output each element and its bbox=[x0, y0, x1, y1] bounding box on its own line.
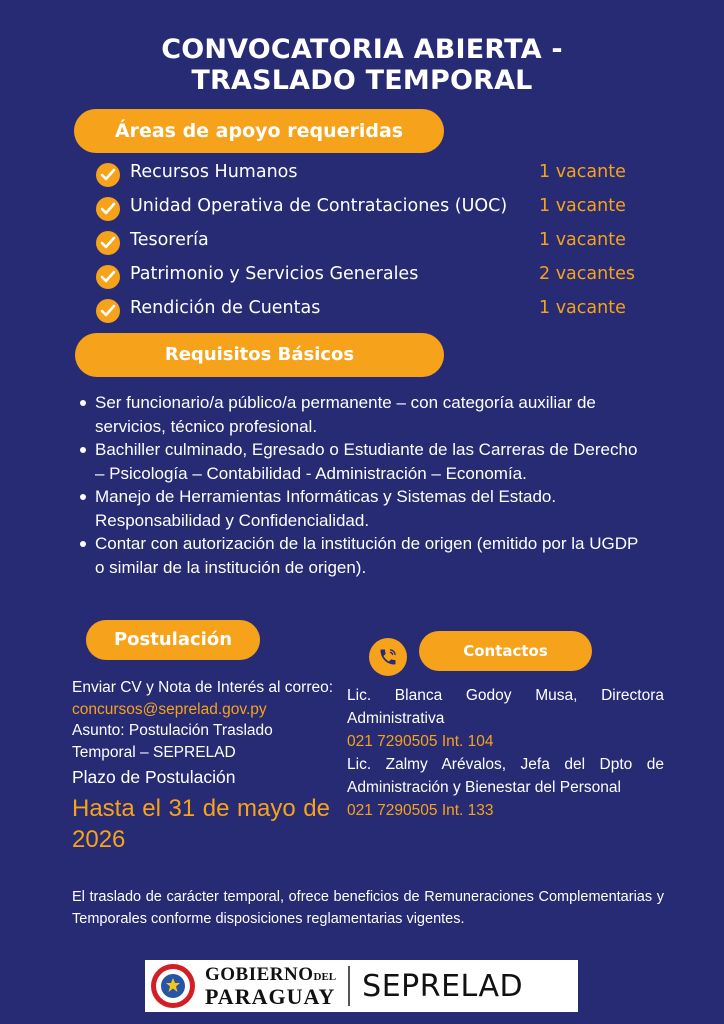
national-seal-icon bbox=[151, 964, 195, 1008]
application-heading: Postulación bbox=[86, 620, 260, 660]
phone-icon bbox=[369, 638, 407, 676]
requirement-text: Manejo de Herramientas Informáticas y Sistemas del Estado. Responsabilidad y Confidencialidad. bbox=[95, 487, 557, 530]
area-name: Patrimonio y Servicios Generales bbox=[130, 264, 419, 284]
contact-2-role: Administración y Bienestar del Personal bbox=[347, 779, 621, 796]
bullet-icon bbox=[80, 447, 86, 453]
area-count: 1 vacante bbox=[539, 162, 626, 182]
area-item bbox=[96, 190, 676, 224]
requirement-text: Ser funcionario/a público/a permanente – con categoría auxiliar de servicios, técnico profesional. bbox=[95, 393, 596, 436]
title-line-1: CONVOCATORIA ABIERTA - bbox=[161, 34, 563, 65]
application-intro: Enviar CV y Nota de Interés al correo: bbox=[72, 679, 334, 696]
logo-divider bbox=[348, 966, 350, 1006]
application-email-link[interactable]: concursos@seprelad.gov.py bbox=[72, 700, 267, 718]
list-item bbox=[78, 438, 648, 485]
page-title bbox=[0, 34, 724, 96]
areas-list bbox=[96, 156, 676, 326]
area-name: Recursos Humanos bbox=[130, 162, 298, 182]
gov-line-1: GOBIERNO bbox=[205, 964, 314, 985]
contact-1-role: Administrativa bbox=[347, 710, 445, 727]
gov-line-2: PARAGUAY bbox=[205, 984, 336, 1009]
bullet-icon bbox=[80, 541, 86, 547]
benefits-footnote: El traslado de carácter temporal, ofrece beneficios de Remuneraciones Complementarias y Temporales conforme disposiciones reglamentarias vigentes. bbox=[72, 889, 664, 927]
deadline-date: Hasta el 31 de mayo de 2026 bbox=[72, 795, 330, 853]
contacts-heading: Contactos bbox=[419, 631, 592, 671]
contacts-details bbox=[347, 684, 664, 822]
list-item bbox=[78, 532, 648, 579]
area-item bbox=[96, 156, 676, 190]
bullet-icon bbox=[80, 400, 86, 406]
check-icon bbox=[96, 231, 120, 255]
area-count: 1 vacante bbox=[539, 196, 626, 216]
contact-1-name: Lic. Blanca Godoy Musa, Directora bbox=[347, 687, 664, 704]
area-count: 1 vacante bbox=[539, 298, 626, 318]
area-item bbox=[96, 224, 676, 258]
title-line-2: TRASLADO TEMPORAL bbox=[191, 65, 533, 96]
area-item bbox=[96, 258, 676, 292]
area-count: 1 vacante bbox=[539, 230, 626, 250]
footer-logo-bar bbox=[145, 960, 578, 1012]
area-name: Unidad Operativa de Contrataciones (UOC) bbox=[130, 196, 508, 216]
area-name: Tesorería bbox=[130, 230, 209, 250]
check-icon bbox=[96, 299, 120, 323]
contact-2-phone[interactable]: 021 7290505 Int. 133 bbox=[347, 802, 494, 819]
area-count: 2 vacantes bbox=[539, 264, 635, 284]
check-icon bbox=[96, 265, 120, 289]
requirements-list bbox=[78, 391, 648, 579]
government-logo-text bbox=[205, 965, 336, 1007]
areas-heading: Áreas de apoyo requeridas bbox=[74, 109, 444, 153]
list-item bbox=[78, 485, 648, 532]
check-icon bbox=[96, 163, 120, 187]
area-name: Rendición de Cuentas bbox=[130, 298, 321, 318]
requirements-heading: Requisitos Básicos bbox=[75, 333, 444, 377]
deadline-label: Plazo de Postulación bbox=[72, 767, 236, 787]
list-item bbox=[78, 391, 648, 438]
gov-del: DEL bbox=[313, 971, 337, 983]
application-subject: Asunto: Postulación Traslado Temporal – SEPRELAD bbox=[72, 722, 273, 761]
contact-2-name: Lic. Zalmy Arévalos, Jefa del Dpto de bbox=[347, 756, 664, 773]
requirement-text: Bachiller culminado, Egresado o Estudiante de las Carreras de Derecho – Psicología – Contabilidad - Administración – Economía. bbox=[95, 440, 638, 483]
area-item bbox=[96, 292, 676, 326]
org-logo-text: SEPRELAD bbox=[362, 968, 524, 1004]
check-icon bbox=[96, 197, 120, 221]
contact-1-phone[interactable]: 021 7290505 Int. 104 bbox=[347, 733, 494, 750]
bullet-icon bbox=[80, 494, 86, 500]
requirement-text: Contar con autorización de la institución de origen (emitido por la UGDP o similar de la institución de origen). bbox=[95, 534, 639, 577]
application-details bbox=[72, 677, 340, 855]
